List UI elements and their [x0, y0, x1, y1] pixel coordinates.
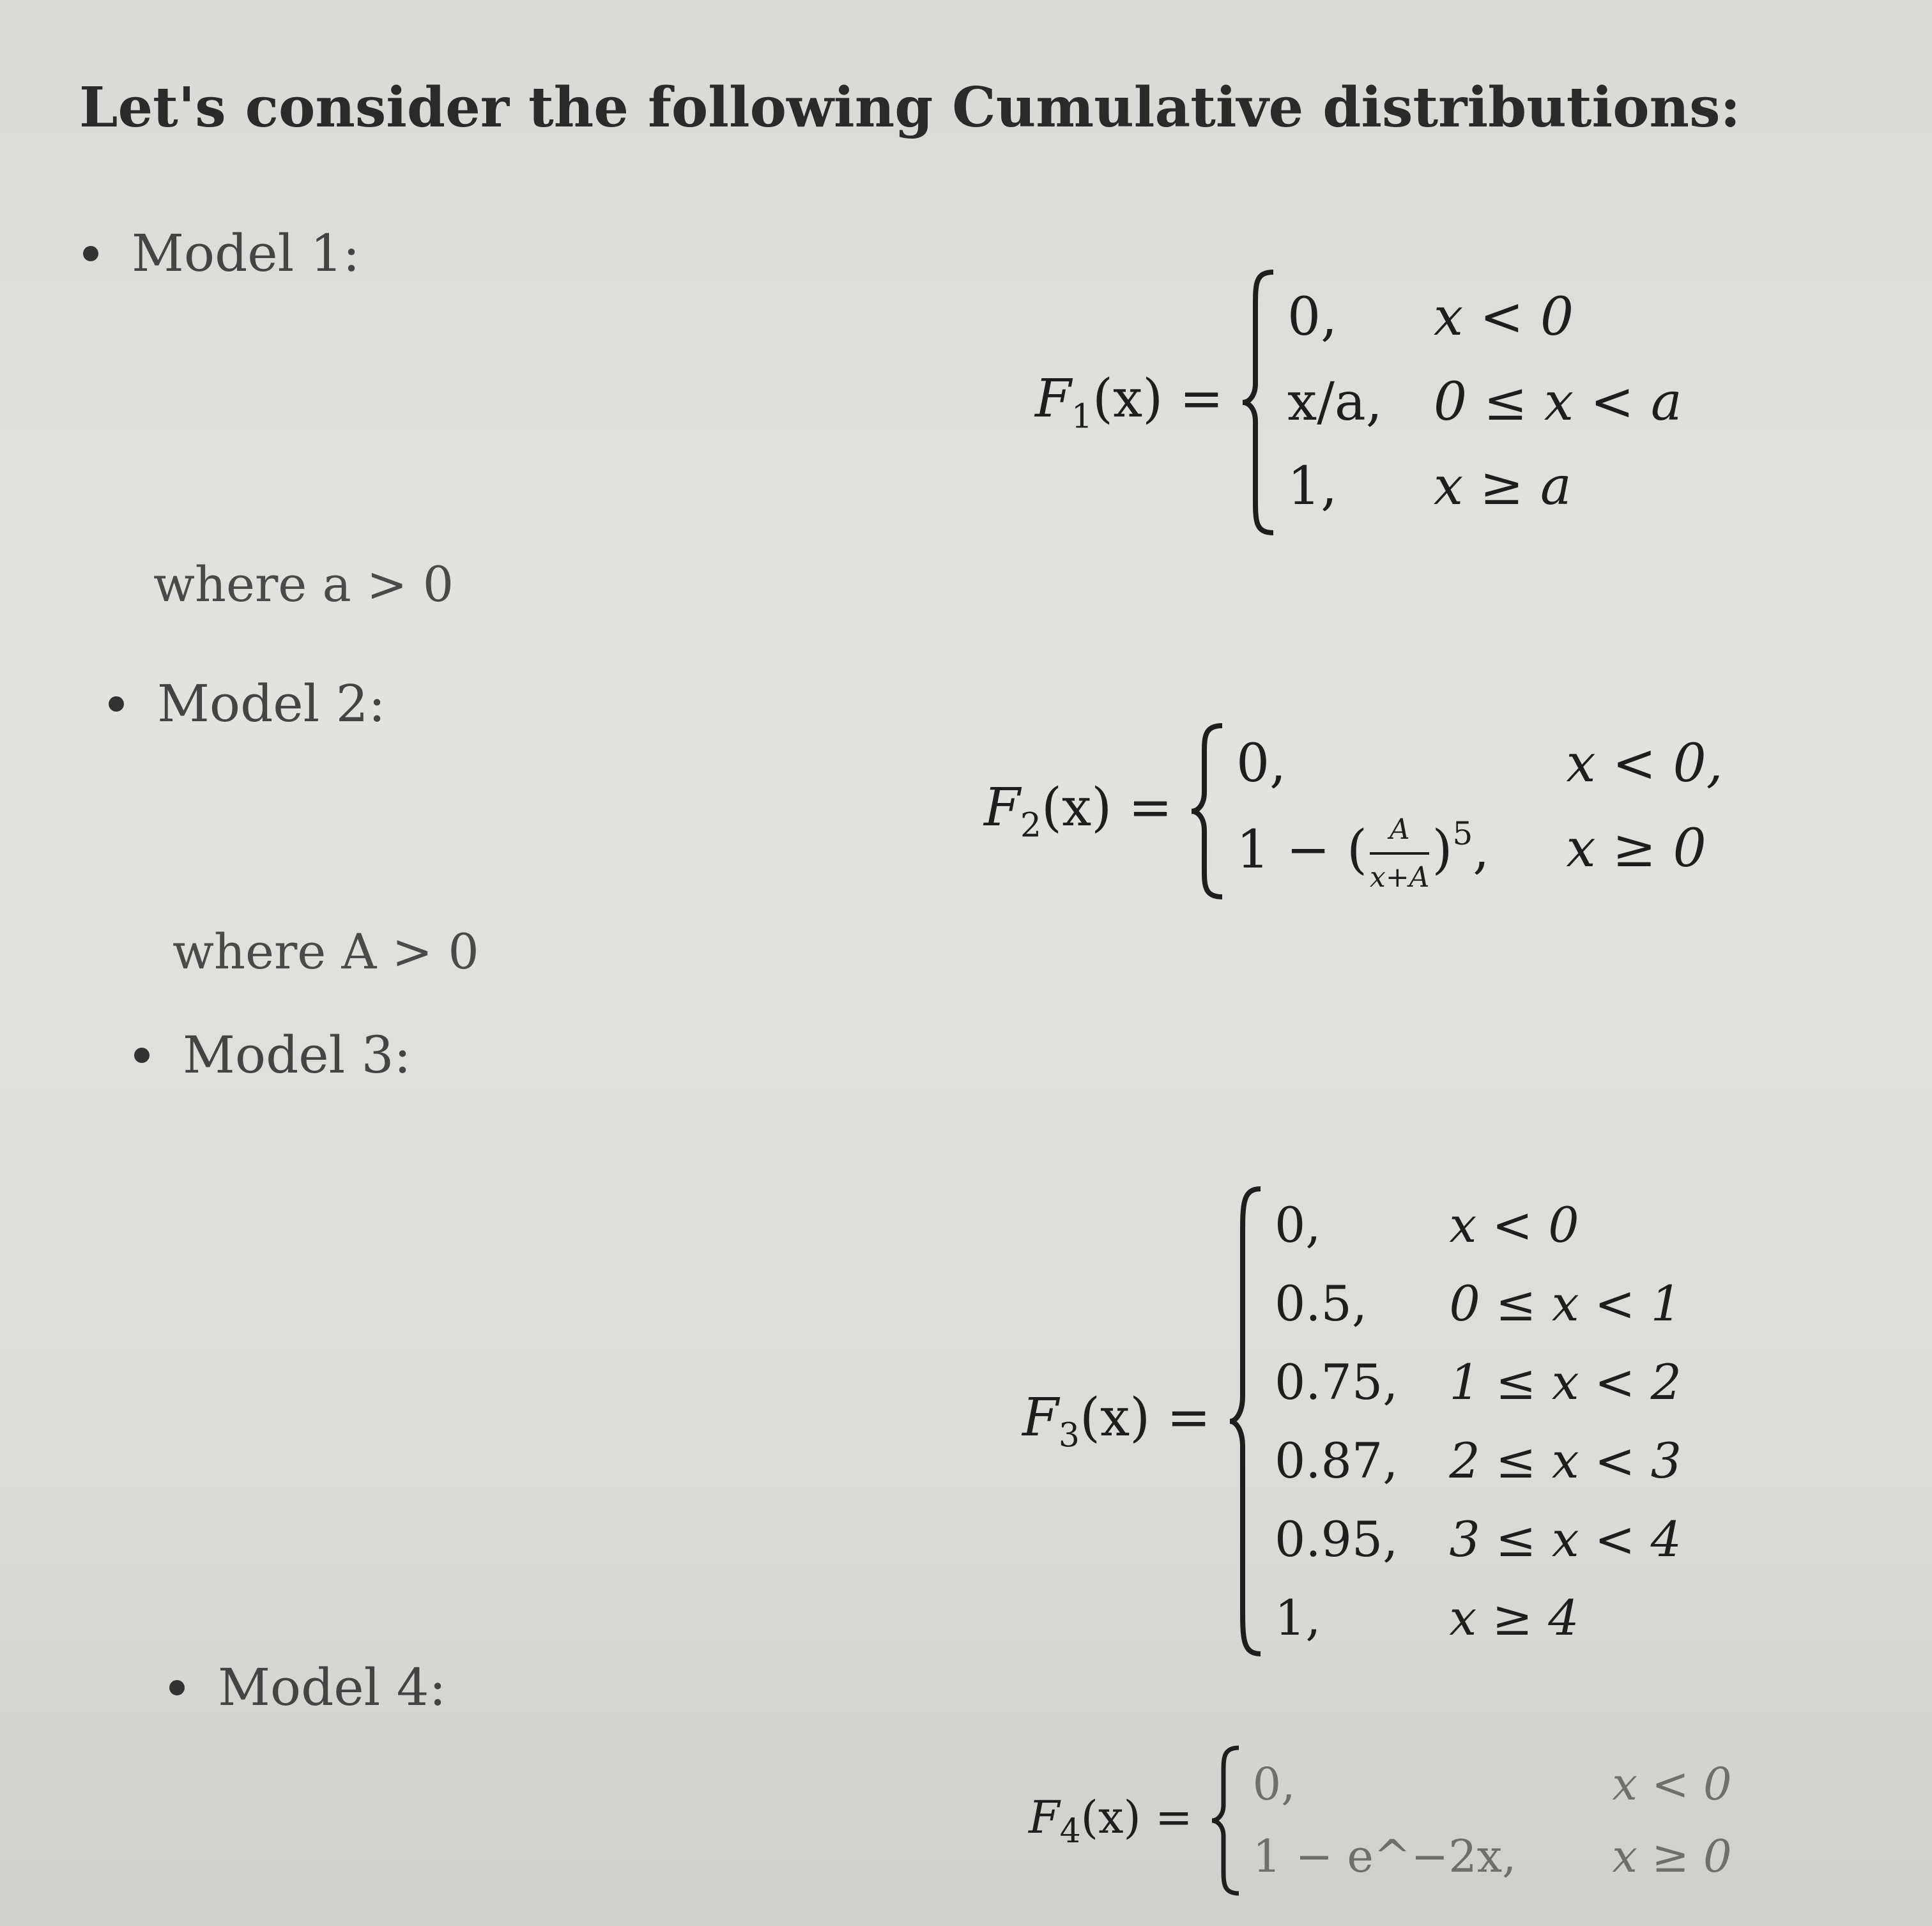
page-title: Let's consider the following Cumulative distributions:: [79, 75, 1741, 140]
model-4-cases: [1253, 1748, 1732, 1893]
bullet-icon: [83, 246, 98, 261]
case-condition: x < 0: [1612, 1757, 1732, 1810]
model-1-item: [83, 224, 360, 283]
case-value: 0,: [1252, 1757, 1296, 1810]
case-condition: x ≥ 0: [1612, 1830, 1732, 1883]
model-2-lhs: $F_2(x)$ =: [984, 777, 1172, 845]
left-brace-icon: [1209, 1744, 1244, 1897]
case-condition: x < 0,: [1566, 733, 1723, 795]
case-value: 0,: [1275, 1196, 1321, 1253]
model-2-label: Model 2:: [157, 674, 386, 733]
model-1-where: where a > 0: [153, 556, 454, 613]
case-value: 0.75,: [1275, 1353, 1399, 1410]
case-condition: x < 0: [1433, 286, 1574, 348]
model-4-lhs: $F_4(x)$ =: [1029, 1791, 1193, 1851]
case-value: 0.87,: [1275, 1432, 1399, 1489]
case-value: 0,: [1287, 286, 1338, 348]
left-brace-icon: [1240, 268, 1278, 537]
model-2-where: where A > 0: [172, 923, 479, 980]
model-2-cases: [1236, 722, 1723, 900]
model-3-item: [134, 1025, 411, 1085]
bullet-icon: [134, 1048, 150, 1063]
model-4-item: [169, 1658, 447, 1717]
fraction: $\frac{A}{x+A}$: [1370, 807, 1429, 901]
case-condition: 2 ≤ x < 3: [1449, 1432, 1682, 1489]
case-condition: 0 ≤ x < a: [1433, 371, 1682, 432]
model-4-label: Model 4:: [218, 1658, 447, 1717]
model-1-equation: [1035, 268, 1682, 537]
model-3-equation: [1022, 1185, 1682, 1658]
case-value: 0,: [1236, 733, 1287, 795]
model-1-lhs: $F_1(x)$ =: [1035, 369, 1223, 436]
case-value: 1,: [1275, 1589, 1321, 1647]
left-brace-icon: [1189, 722, 1227, 901]
model-4-equation: [1029, 1744, 1732, 1897]
case-value: 0.95,: [1275, 1511, 1399, 1568]
model-2-item: [109, 674, 386, 733]
left-brace-icon: [1227, 1185, 1266, 1658]
case-condition: x < 0: [1449, 1196, 1579, 1253]
model-2-equation: [984, 722, 1723, 901]
case-value: 1,: [1287, 456, 1338, 517]
bullet-icon: [109, 696, 124, 712]
model-3-label: Model 3:: [183, 1025, 411, 1085]
case-value: 0.5,: [1275, 1274, 1368, 1332]
case-condition: 0 ≤ x < 1: [1449, 1274, 1682, 1332]
model-3-cases: [1275, 1186, 1682, 1658]
case-value: x/a,: [1287, 371, 1383, 432]
model-1-label: Model 1:: [132, 224, 360, 283]
case-condition: x ≥ 4: [1449, 1589, 1579, 1647]
case-value-expression: 1 − ( $\frac{A}{x+A}$ )$^5$,: [1236, 807, 1489, 901]
case-condition: 3 ≤ x < 4: [1449, 1511, 1682, 1568]
case-condition: x ≥ 0: [1566, 818, 1706, 880]
case-value: 1 − e^−2x,: [1252, 1830, 1517, 1883]
model-3-lhs: $F_3(x)$ =: [1022, 1387, 1211, 1455]
case-condition: 1 ≤ x < 2: [1449, 1353, 1682, 1410]
case-condition: x ≥ a: [1433, 456, 1572, 517]
model-1-cases: [1287, 275, 1682, 530]
bullet-icon: [169, 1680, 185, 1695]
